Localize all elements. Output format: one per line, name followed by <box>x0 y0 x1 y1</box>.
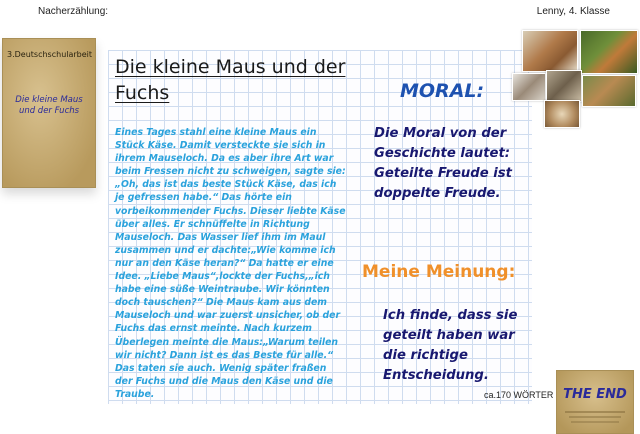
mouse-photo <box>546 70 582 102</box>
story-text: Eines Tages stahl eine kleine Maus ein Stück Käse. Damit versteckte sie sich in ihrem Mauseloch. Da es aber ihre Art war beim Fressen nicht zu schweigen, sagte sie:„Oh, das ist das beste Stück Käse, das ich je gefressen habe.“ Das hörte ein vorbeikommender Fuchs. Dieser liebte Käse über alles. Er schnüffelte in Richtung Mauseloch. Das Wasser lief ihm im Maul zusammen und er dachte:„Wie komme ich nur an den Käse heran?“ Da hatte er eine Idee. „Liebe Maus“,lockte der Fuchs,„ich habe eine süße Weintraube. Wir könnten doch tauschen?“ Die Maus kam aus dem Mauseloch und war zuerst unsicher, ob der Fuchs das ernst meinte. Nach kurzem Überlegen meinte die Maus:„Warum teilen wir nicht? Dann ist es das Beste für alle.“ Das taten sie auch. Wenig später fraßen der Fuchs und die Maus den Käse und die Traube. <box>115 127 346 400</box>
end-title: THE END <box>563 387 627 402</box>
moral-text: Die Moral von der Geschichte lautet: Geteilte Freude ist doppelte Freude. <box>374 126 512 201</box>
word-count: ca.170 WÖRTER <box>484 390 554 400</box>
mouse-photo <box>544 100 580 128</box>
page-title <box>115 54 347 106</box>
corner-label-left: Nacherzählung: <box>38 6 109 17</box>
mouse-photo <box>512 73 546 101</box>
cover-card <box>2 38 96 188</box>
moral-heading: MORAL: <box>400 80 485 102</box>
fox-photo <box>522 30 578 72</box>
opinion-text: Ich finde, dass sie geteilt haben war die richtige Entscheidung. <box>383 308 518 383</box>
end-fine-print <box>569 416 621 418</box>
fox-photo <box>580 30 638 74</box>
page-title-text: Die kleine Maus und der Fuchs <box>115 56 346 104</box>
end-fine-print <box>571 421 619 423</box>
fox-photo <box>582 75 636 107</box>
end-fine-print <box>565 411 625 413</box>
opinion-heading: Meine Meinung: <box>362 262 516 282</box>
corner-label-right: Lenny, 4. Klasse <box>536 6 610 17</box>
cover-title: 3.Deutschschularbeit <box>7 50 93 59</box>
end-card <box>556 370 634 434</box>
cover-subtitle: Die kleine Maus und der Fuchs <box>15 95 83 116</box>
